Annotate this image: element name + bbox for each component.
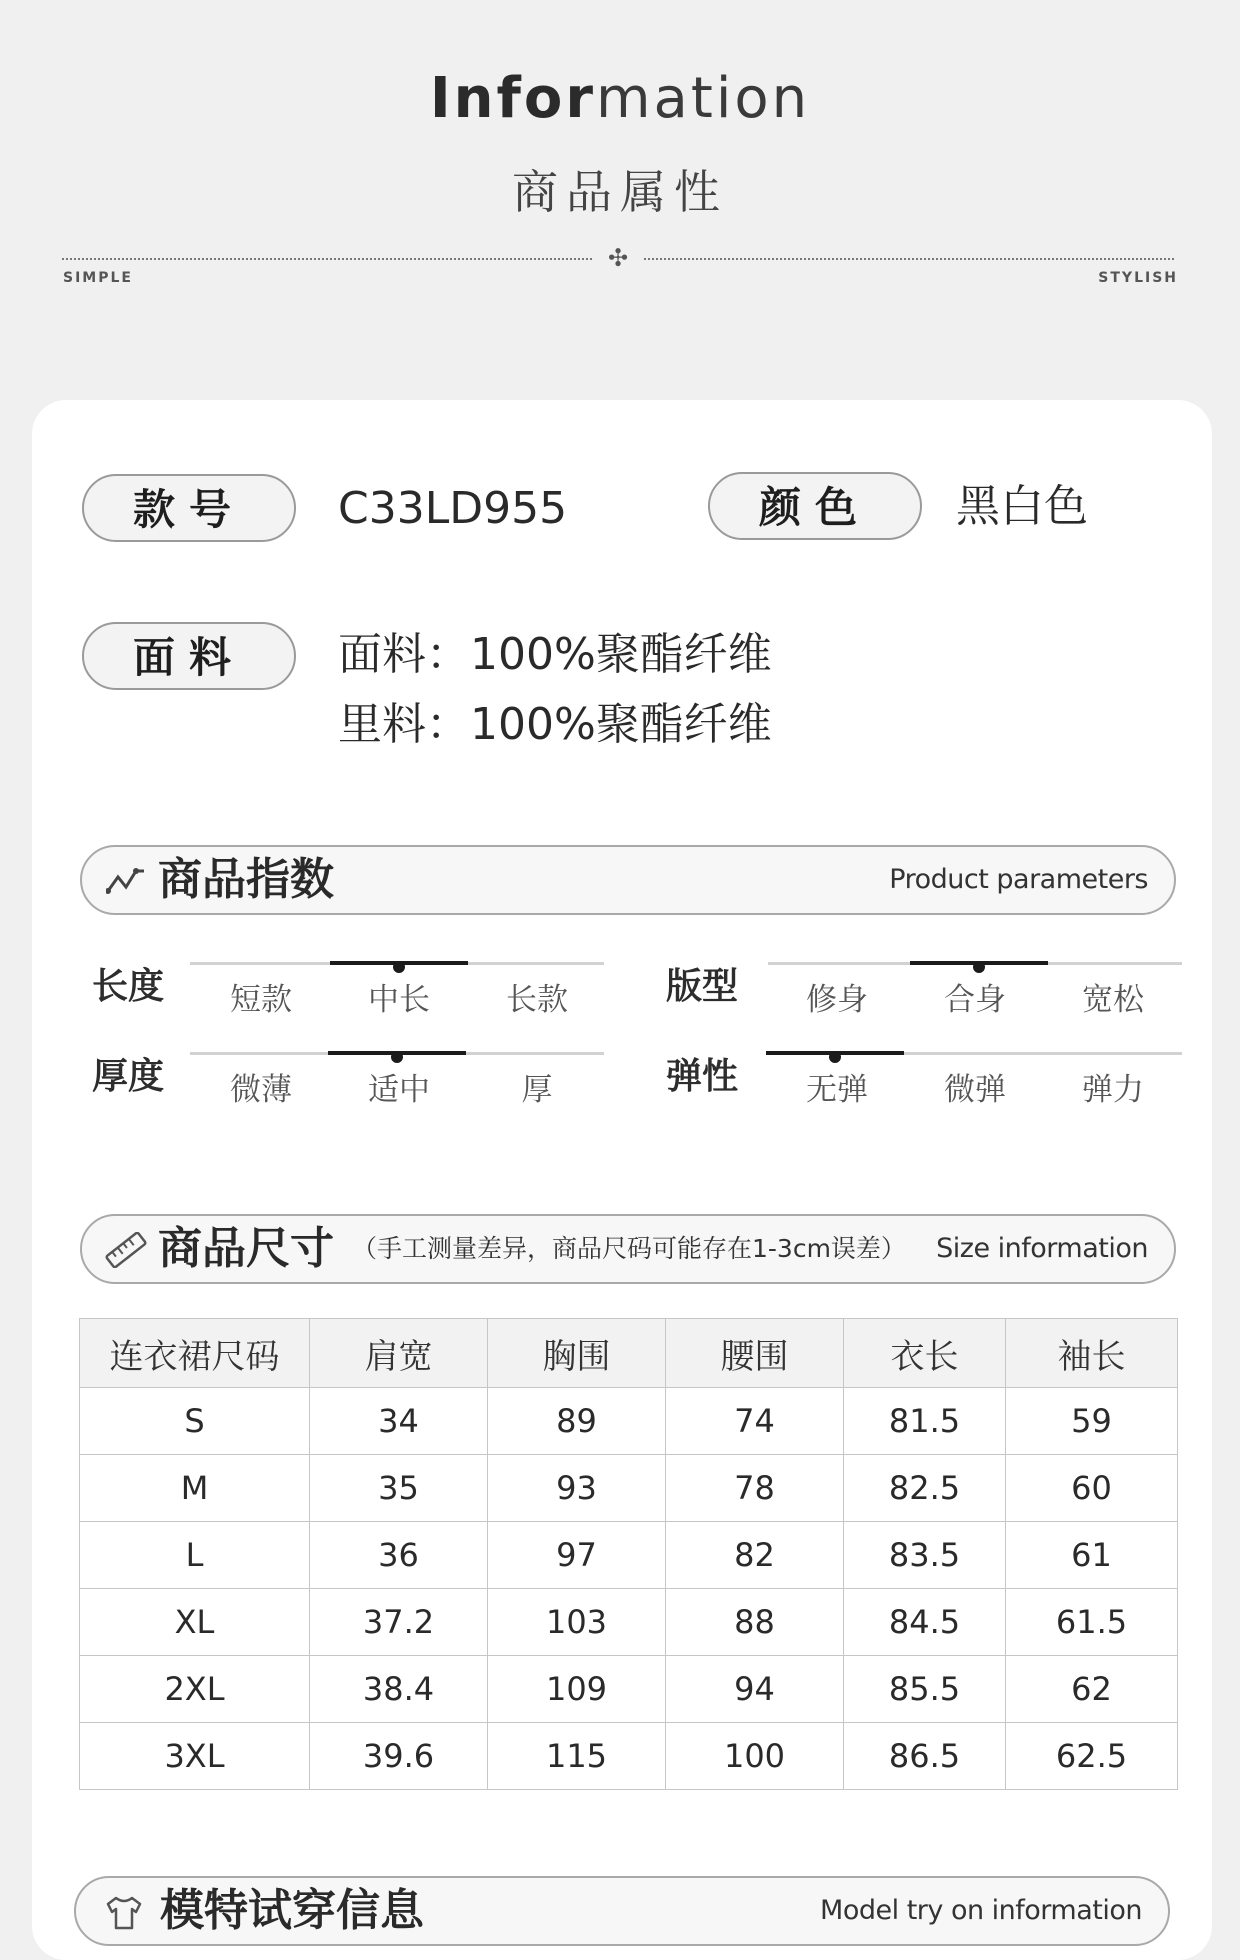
header-length: 衣长 (844, 1319, 1006, 1388)
fit-label: 版型 (666, 966, 739, 1007)
cell-waist: 74 (666, 1388, 844, 1455)
header-bust: 胸围 (488, 1319, 666, 1388)
color-value: 黑白色 (956, 481, 1088, 532)
cell-bust: 93 (488, 1455, 666, 1522)
cross-ornament-icon: ✣ (607, 244, 629, 272)
elasticity-selected-dot (829, 1051, 841, 1063)
cell-bust: 97 (488, 1522, 666, 1589)
divider-left (62, 258, 592, 260)
model-title: 模特试穿信息 (160, 1885, 424, 1936)
cell-length: 84.5 (844, 1589, 1006, 1656)
cell-length: 85.5 (844, 1656, 1006, 1723)
cell-shoulder: 36 (310, 1522, 488, 1589)
color-label: 颜色 (708, 472, 922, 540)
thickness-option-thick: 厚 (521, 1072, 553, 1108)
cell-shoulder: 34 (310, 1388, 488, 1455)
style-number-label: 款号 (82, 474, 296, 542)
cell-sleeve: 61 (1006, 1522, 1178, 1589)
thickness-label: 厚度 (92, 1056, 165, 1097)
divider-right (644, 258, 1174, 260)
parameters-title-en: Product parameters (889, 864, 1148, 895)
table-row (80, 1388, 1178, 1455)
cell-waist: 82 (666, 1522, 844, 1589)
table-row (80, 1723, 1178, 1790)
header-size: 连衣裙尺码 (80, 1319, 310, 1388)
fit-selected-dot (973, 961, 985, 973)
ruler-icon (104, 1232, 148, 1268)
table-row (80, 1455, 1178, 1522)
cell-size: 2XL (80, 1656, 310, 1723)
cell-shoulder: 35 (310, 1455, 488, 1522)
style-number-value: C33LD955 (338, 483, 568, 534)
cell-size: S (80, 1388, 310, 1455)
table-row (80, 1522, 1178, 1589)
table-row (80, 1589, 1178, 1656)
cell-bust: 109 (488, 1656, 666, 1723)
information-title: Information (429, 66, 811, 131)
header-shoulder: 肩宽 (310, 1319, 488, 1388)
tshirt-icon (102, 1894, 146, 1930)
cell-waist: 100 (666, 1723, 844, 1790)
thickness-option-thin: 微薄 (230, 1072, 292, 1108)
product-attributes-title: 商品属性 (512, 165, 728, 219)
fit-option-slim: 修身 (806, 982, 868, 1018)
cell-sleeve: 59 (1006, 1388, 1178, 1455)
fit-option-regular: 合身 (944, 982, 1006, 1018)
cell-shoulder: 37.2 (310, 1589, 488, 1656)
simple-tag: SIMPLE (63, 270, 133, 286)
cell-sleeve: 61.5 (1006, 1589, 1178, 1656)
fabric-line-lining: 里料：100%聚酯纤维 (338, 699, 772, 750)
elasticity-option-none: 无弹 (806, 1072, 868, 1108)
cell-size: XL (80, 1589, 310, 1656)
cell-sleeve: 60 (1006, 1455, 1178, 1522)
length-option-short: 短款 (230, 982, 292, 1018)
cell-length: 83.5 (844, 1522, 1006, 1589)
elasticity-label: 弹性 (666, 1056, 739, 1097)
cell-length: 81.5 (844, 1388, 1006, 1455)
cell-bust: 89 (488, 1388, 666, 1455)
cell-bust: 103 (488, 1589, 666, 1656)
product-parameters-bar (80, 845, 1176, 915)
header-sleeve: 袖长 (1006, 1319, 1178, 1388)
cell-sleeve: 62 (1006, 1656, 1178, 1723)
size-title-en: Size information (936, 1233, 1148, 1264)
length-selected-dot (393, 961, 405, 973)
size-title: 商品尺寸 (158, 1223, 334, 1274)
cell-size: 3XL (80, 1723, 310, 1790)
elasticity-option-stretch: 弹力 (1082, 1072, 1144, 1108)
cell-shoulder: 39.6 (310, 1723, 488, 1790)
fabric-line-outer: 面料：100%聚酯纤维 (338, 629, 772, 680)
cell-size: M (80, 1455, 310, 1522)
cell-waist: 78 (666, 1455, 844, 1522)
cell-bust: 115 (488, 1723, 666, 1790)
fit-option-loose: 宽松 (1082, 982, 1144, 1018)
cell-waist: 88 (666, 1589, 844, 1656)
length-label: 长度 (92, 966, 165, 1007)
cell-shoulder: 38.4 (310, 1656, 488, 1723)
thickness-selected-dot (391, 1051, 403, 1063)
cell-sleeve: 62.5 (1006, 1723, 1178, 1790)
length-option-long: 长款 (506, 982, 568, 1018)
model-title-en: Model try on information (820, 1895, 1142, 1926)
size-information-bar (80, 1214, 1176, 1284)
table-header-row (80, 1319, 1178, 1388)
cell-length: 82.5 (844, 1455, 1006, 1522)
fabric-label: 面料 (82, 622, 296, 690)
size-measure-note: （手工测量差异，商品尺码可能存在1-3cm误差） (352, 1234, 906, 1263)
parameters-title: 商品指数 (158, 854, 334, 905)
cell-waist: 94 (666, 1656, 844, 1723)
trend-line-icon (106, 865, 146, 897)
thickness-option-medium: 适中 (368, 1072, 430, 1108)
size-table (79, 1318, 1178, 1790)
stylish-tag: STYLISH (1098, 270, 1178, 286)
model-try-on-bar (74, 1876, 1170, 1946)
header-waist: 腰围 (666, 1319, 844, 1388)
elasticity-option-slight: 微弹 (944, 1072, 1006, 1108)
cell-size: L (80, 1522, 310, 1589)
length-option-mid: 中长 (368, 982, 430, 1018)
cell-length: 86.5 (844, 1723, 1006, 1790)
table-row (80, 1656, 1178, 1723)
